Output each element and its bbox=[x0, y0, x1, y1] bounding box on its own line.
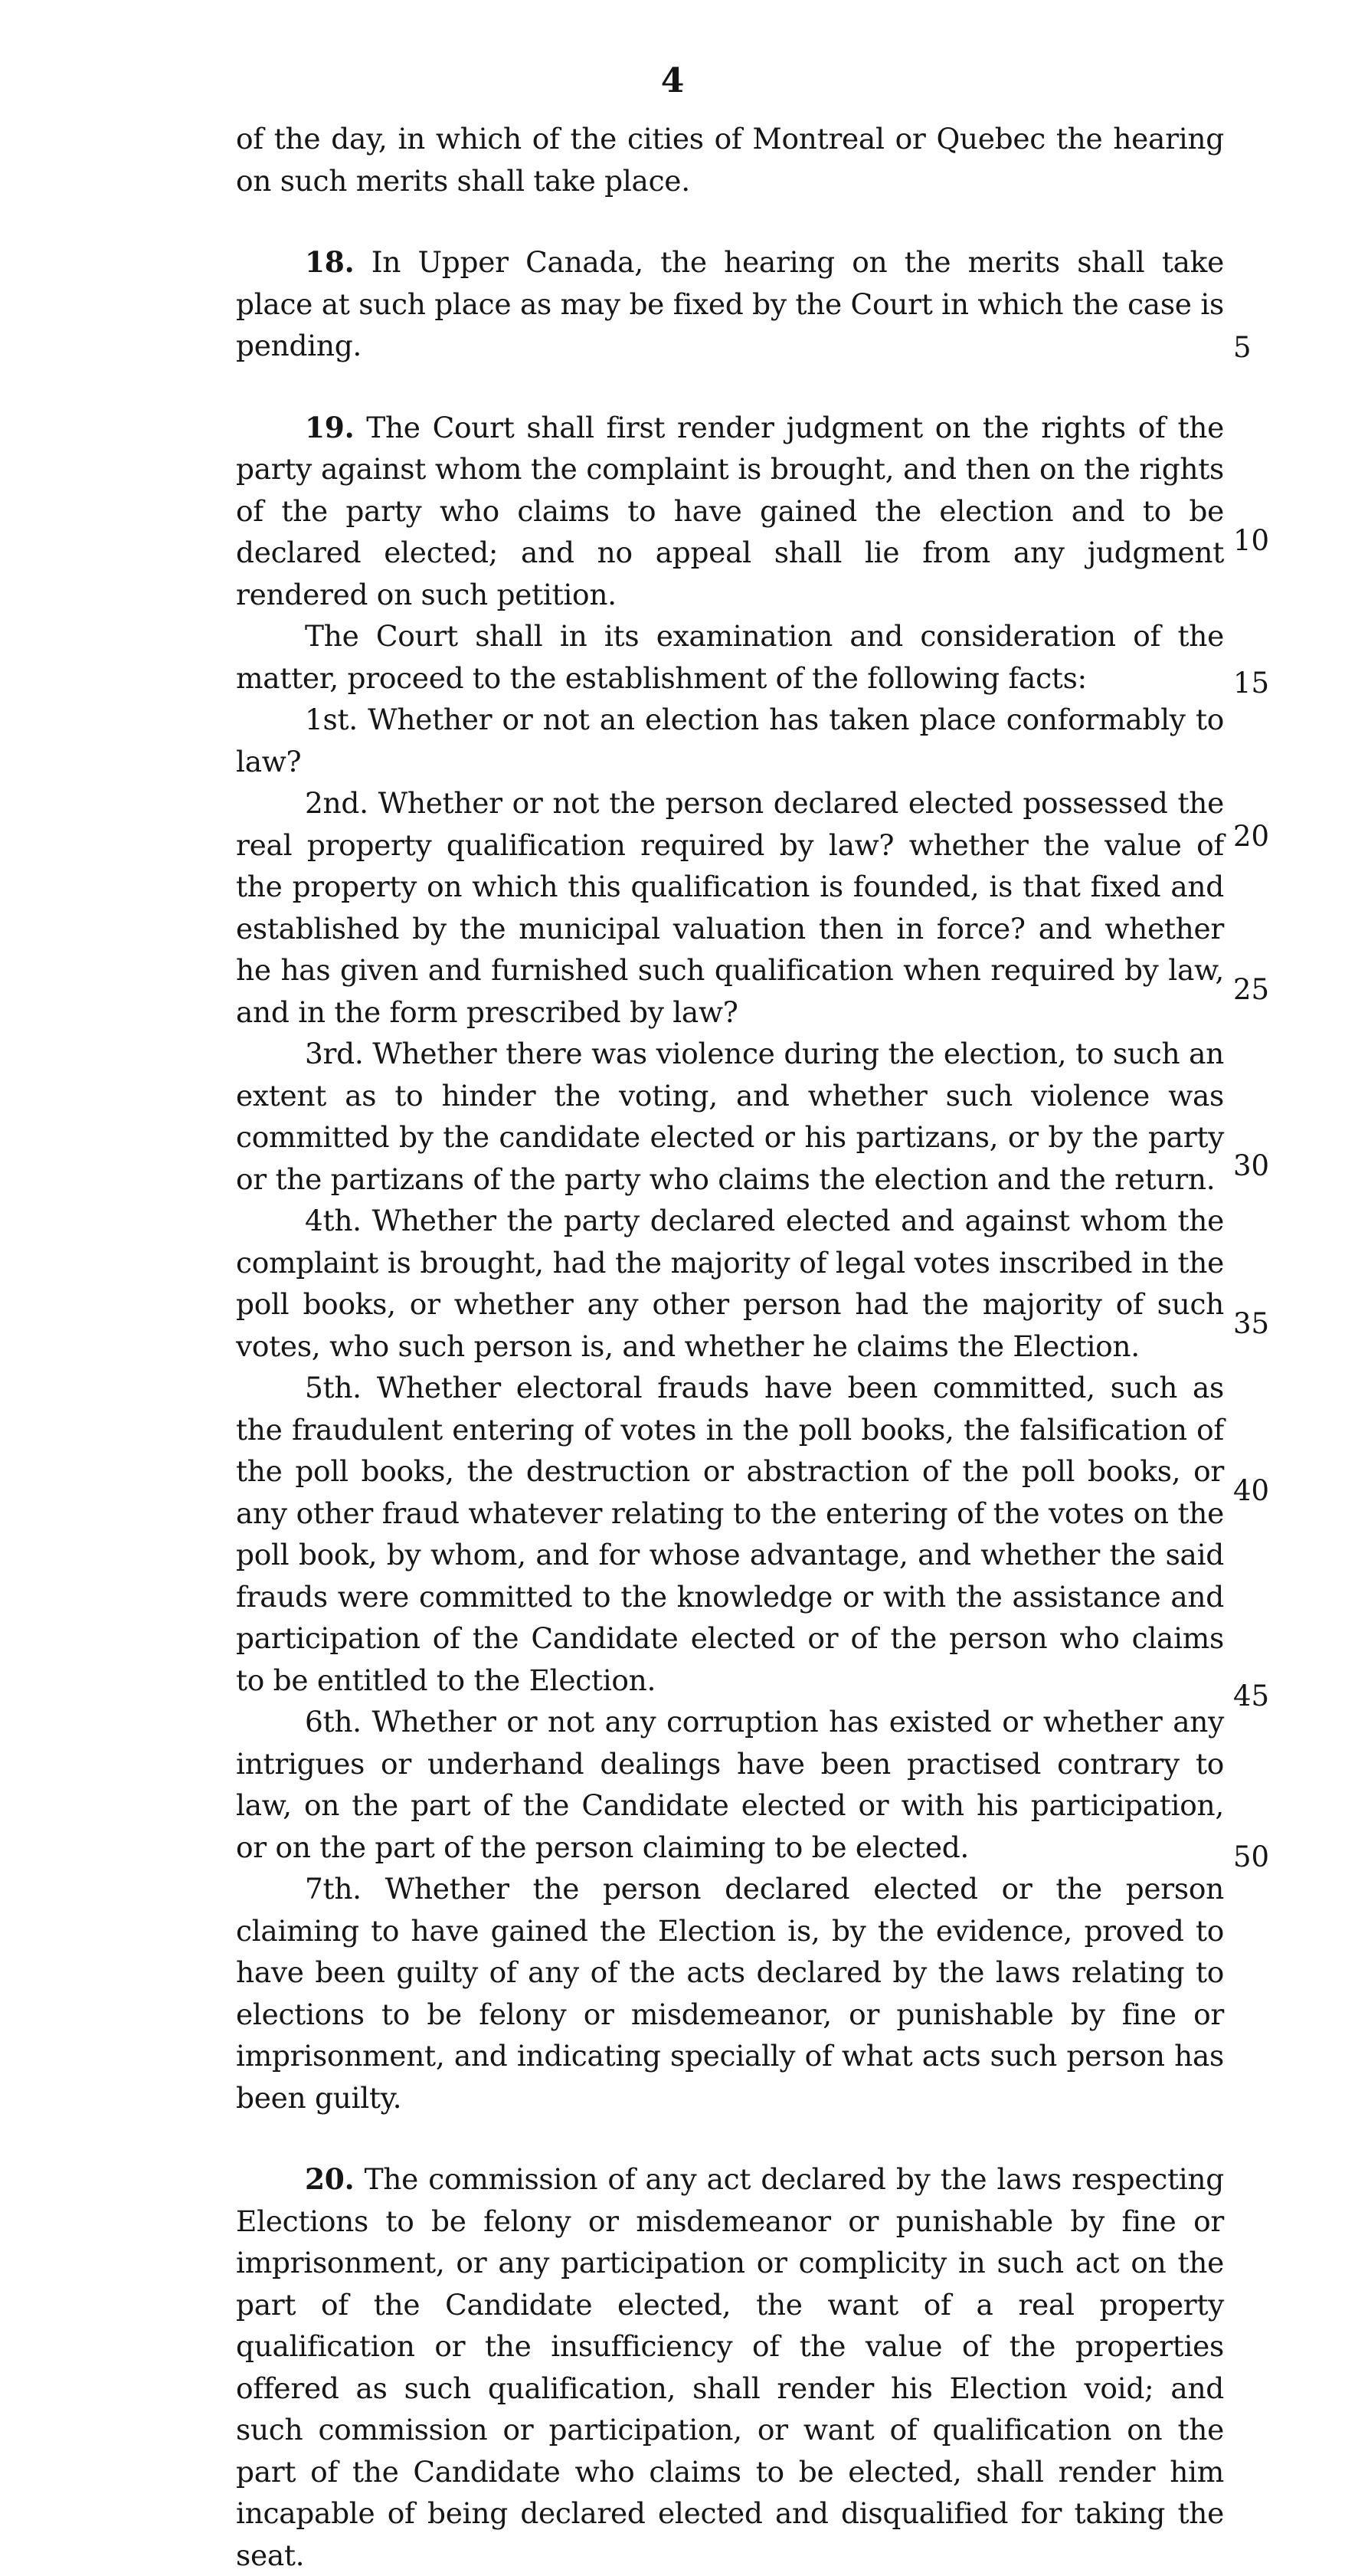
line-number: 40 bbox=[1233, 1474, 1270, 1507]
section-19: 19. The Court shall first render judgment on the rights of the party against whom the complaint is brought, and then on the rights of the party who claims to have gained the election and to be declared elected; and no appeal shall lie from any judgment rendered on such petition. bbox=[236, 410, 1224, 611]
line-number: 50 bbox=[1233, 1840, 1270, 1873]
fact-fifth: 5th. Whether electoral frauds have been committed, such as the fraudulent entering of votes in the poll books, the falsification of the poll books, the destruction or abstraction of the poll books, or any other fraud whatever relating to the entering of the votes on the poll book, by whom, and for whose advantage, and whether the said frauds were committed to the knowledge or with the assistance and participation of the Candidate elected or of the person who claims to be entitled to the Election. bbox=[236, 1371, 1224, 1697]
paragraph-continuation: of the day, in which of the cities of Montreal or Quebec the hearing on such merits shall take place. bbox=[236, 122, 1224, 198]
section-18: 18. In Upper Canada, the hearing on the merits shall take place at such place as may be fixed by the Court in which the case is pending. bbox=[236, 245, 1224, 362]
page-number: 4 bbox=[660, 61, 685, 100]
line-number: 35 bbox=[1233, 1307, 1270, 1340]
fact-first: 1st. Whether or not an election has taken place conformably to law? bbox=[236, 703, 1224, 778]
line-number: 15 bbox=[1233, 667, 1270, 700]
fact-fourth: 4th. Whether the party declared elected and against whom the complaint is brought, had the majority of legal votes inscribed in the poll books, or whether any other person had the majority of such votes, who such person is, and whether he claims the Election. bbox=[236, 1204, 1224, 1363]
section-number: 20. bbox=[305, 2162, 355, 2196]
line-number: 45 bbox=[1233, 1680, 1270, 1712]
section-number: 18. bbox=[305, 245, 355, 279]
body-text bbox=[236, 118, 1224, 2576]
fact-second: 2nd. Whether or not the person declared elected possessed the real property qualification required by law? whether the value of the property on which this qualification is founded, is that fixed and established by the municipal valuation then in force? and whether he has given and furnished such qualification when required by law, and in the form prescribed by law? bbox=[236, 786, 1224, 1029]
line-number: 5 bbox=[1233, 331, 1252, 364]
paragraph-court-examination: The Court shall in its examination and consideration of the matter, proceed to the establishment of the following facts: bbox=[236, 619, 1224, 695]
line-number: 25 bbox=[1233, 973, 1270, 1006]
fact-third: 3rd. Whether there was violence during the election, to such an extent as to hinder the voting, and whether such violence was committed by the candidate elected or his partizans, or by the party or the partizans of the party who claims the election and the return. bbox=[236, 1037, 1224, 1196]
line-number: 10 bbox=[1233, 524, 1270, 557]
section-20: 20. The commission of any act declared by the laws respecting Elections to be felony or misdemeanor or punishable by fine or imprisonment, or any participation or complicity in such act on the part of the Candidate elected, the want of a real property qualification or the insufficiency of the value of the properties offered as such qualification, shall render his Election void; and such commission or participation, or want of qualification on the part of the Candidate who claims to be elected, shall render him incapable of being declared elected and disqualified for taking the seat. bbox=[236, 2162, 1224, 2572]
fact-seventh: 7th. Whether the person declared elected or the person claiming to have gained the Election is, by the evidence, proved to have been guilty of any of the acts declared by the laws relating to elections to be felony or misdemeanor, or punishable by fine or imprisonment, and indicating specially of what acts such person has been guilty. bbox=[236, 1872, 1224, 2115]
fact-sixth: 6th. Whether or not any corruption has existed or whether any intrigues or underhand dealings have been practised contrary to law, on the part of the Candidate elected or with his participation, or on the part of the person claiming to be elected. bbox=[236, 1705, 1224, 1864]
line-number: 20 bbox=[1233, 820, 1270, 853]
line-number: 30 bbox=[1233, 1149, 1270, 1182]
section-number: 19. bbox=[305, 410, 355, 444]
